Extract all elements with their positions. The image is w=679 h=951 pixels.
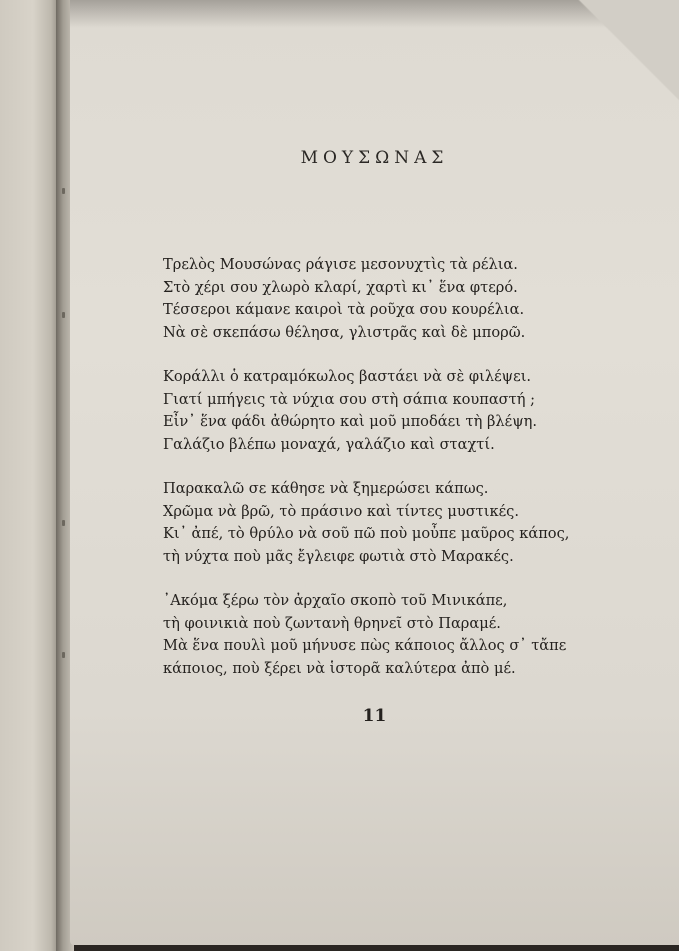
left-page-edge	[0, 0, 60, 951]
poem-line: Τρελὸς Μουσώνας ράγισε μεσονυχτὶς τὰ ρέλια.	[163, 256, 518, 273]
stanza-2	[163, 366, 603, 456]
poem-title: ΜΟΥΣΩΝΑΣ	[300, 148, 449, 168]
poem-line: Μὰ ἕνα πουλὶ μοῦ μήνυσε πὼς κάποιος ἄλλος σ᾽ τἄπε	[163, 637, 567, 654]
binding-stitch	[62, 312, 65, 318]
stanza-4	[163, 590, 603, 680]
poem-line: Τέσσεροι κάμανε καιροὶ τὰ ροῦχα σου κουρέλια.	[163, 301, 525, 318]
binding-stitch	[62, 188, 65, 194]
poem-line: Παρακαλῶ σε κάθησε νὰ ξημερώσει κάπως.	[163, 480, 489, 497]
stanza-3	[163, 478, 603, 568]
binding-stitch	[62, 652, 65, 658]
poem-line: Γαλάζιο βλέπω μοναχά, γαλάζιο καὶ σταχτί.	[163, 435, 495, 453]
stanza-1	[163, 254, 603, 344]
poem-line: ᾽Ακόμα ξέρω τὸν ἀρχαῖο σκοπὸ τοῦ Μινικάπε,	[163, 592, 508, 609]
poem-line: Γιατί μπήγεις τὰ νύχια σου στὴ σάπια κουπαστή ;	[163, 390, 536, 408]
poem-line: Εἶν᾽ ἕνα φάδι ἀθώρητο καὶ μοῦ μποδάει τὴ βλέψη.	[163, 413, 538, 430]
poem-line: τὴ νύχτα ποὺ μᾶς ἔγλειφε φωτιὰ στὸ Μαρακές.	[163, 547, 514, 565]
poem-line: κάποιος, ποὺ ξέρει νὰ ἱστορᾶ καλύτερα ἀπὸ μέ.	[163, 659, 516, 677]
poem-line: Κοράλλι ὁ κατραμόκωλος βαστάει νὰ σὲ φιλέψει.	[163, 368, 532, 385]
poem-body	[163, 254, 603, 702]
poem-line: Στὸ χέρι σου χλωρὸ κλαρί, χαρτὶ κι᾽ ἕνα φτερό.	[163, 278, 518, 296]
poem-line: Κι᾽ ἀπέ, τὸ θρύλο νὰ σοῦ πῶ ποὺ μοὖπε μαῦρος κάπος,	[163, 525, 570, 542]
poem-line: Χρῶμα νὰ βρῶ, τὸ πράσινο καὶ τίντες μυστικές.	[163, 502, 519, 520]
binding-stitch	[62, 520, 65, 526]
poem-line: τὴ φοινικιὰ ποὺ ζωντανὴ θρηνεῖ στὸ Παραμέ.	[163, 614, 501, 632]
page-number: 11	[362, 706, 387, 726]
poem-line: Νὰ σὲ σκεπάσω θέλησα, γλιστρᾶς καὶ δὲ μπορῶ.	[163, 323, 526, 341]
page-corner-crease	[569, 0, 679, 110]
